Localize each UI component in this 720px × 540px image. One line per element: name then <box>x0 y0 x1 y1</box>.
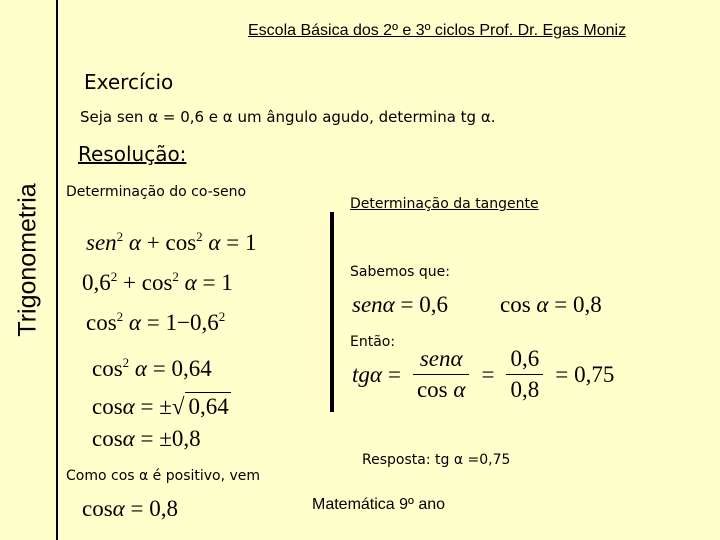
equation-4: $\cos^2 \alpha = 0,64$ <box>92 355 212 381</box>
known-cos-equation: cos α = 0,8 <box>500 292 602 317</box>
grade-footer: Matemática 9º ano <box>312 496 446 513</box>
answer: Resposta: tg α =0,75 <box>362 452 511 468</box>
resolution-title: Resolução: <box>78 142 187 166</box>
known-sen-equation: senα = 0,6 <box>352 292 448 317</box>
tangent-heading: Determinação da tangente <box>350 196 539 212</box>
equation-5: cosα = ±√ 0,64 <box>92 394 229 419</box>
sidebar-title: Trigonometria <box>13 183 42 337</box>
sen-over-cos-fraction: $\frac{\text{senα}}{\text{cos α}}$ <box>413 346 470 403</box>
cosine-heading: Determinação do co-seno <box>66 184 247 200</box>
equation-3: $\cos^2 \alpha = 1-0,6^2$ <box>86 309 226 335</box>
exercise-statement: Seja sen α = 0,6 e α um ângulo agudo, determina tg α. <box>80 108 496 126</box>
column-divider <box>330 212 334 412</box>
school-name: Escola Básica dos 2º e 3º ciclos Prof. Dr. Egas Moniz <box>248 22 627 39</box>
then-label: Então: <box>350 334 396 350</box>
equation-1: sen$^2$ $\alpha + \cos^2 \alpha = 1$ <box>86 229 257 255</box>
numeric-fraction: $\frac{0,6}{0,8}$ <box>506 346 543 403</box>
known-label: Sabemos que: <box>350 264 451 280</box>
equation-7: cosα = 0,8 <box>82 496 178 521</box>
sidebar-divider <box>56 0 58 540</box>
positive-note: Como cos α é positivo, vem <box>66 468 261 484</box>
tangent-equation: tg α = $\frac{\text{senα}}{\text{cos α}}$ = $\frac{0,6}{0,8}$ = 0,75 <box>352 346 615 402</box>
equation-6: cosα = ±0,8 <box>92 426 201 451</box>
equation-2: $0,6^2 + \cos^2 \alpha = 1$ <box>82 269 233 295</box>
exercise-title: Exercício <box>84 70 174 94</box>
